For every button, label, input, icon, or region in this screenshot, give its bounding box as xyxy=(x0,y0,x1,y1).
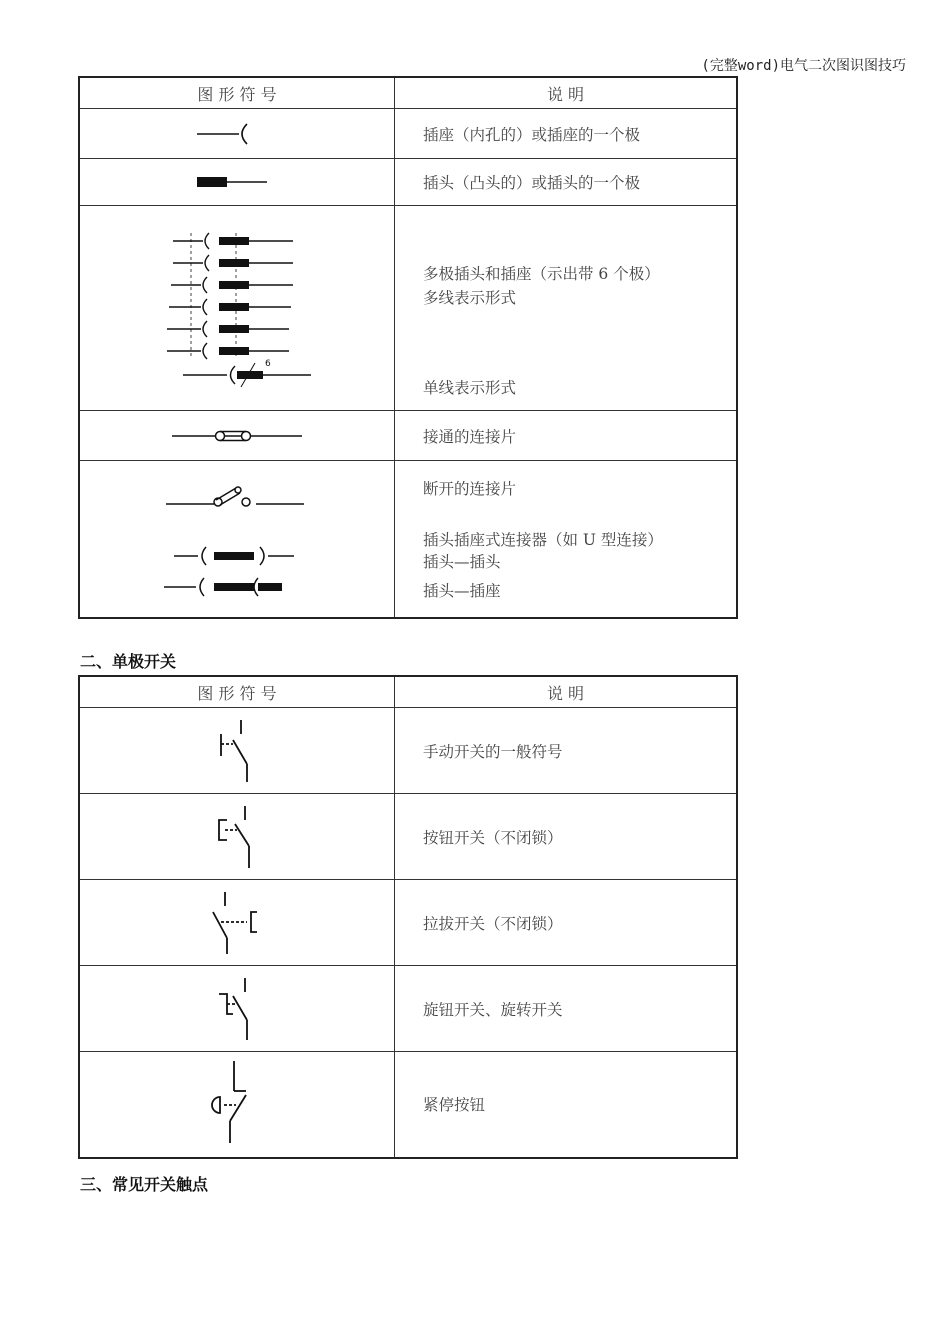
pull-switch-icon xyxy=(197,888,277,958)
description-cell: 拉拔开关（不闭锁） xyxy=(395,880,738,966)
description-cell: 手动开关的一般符号 xyxy=(395,708,738,794)
description-line: 插头—插头 xyxy=(423,553,501,571)
column-header-description: 说 明 xyxy=(395,676,738,708)
description-line: 断开的连接片 xyxy=(423,480,517,498)
symbol-cell xyxy=(79,880,395,966)
manual-switch-icon xyxy=(207,716,267,786)
table-row xyxy=(79,159,737,206)
connector-symbol-table xyxy=(78,76,738,619)
symbol-cell xyxy=(79,1052,395,1158)
table-row xyxy=(79,411,737,461)
symbol-cell xyxy=(79,708,395,794)
table-row xyxy=(79,109,737,159)
table-row xyxy=(79,461,737,618)
column-header-symbol: 图 形 符 号 xyxy=(79,676,395,708)
description-cell: 旋钮开关、旋转开关 xyxy=(395,966,738,1052)
description-cell xyxy=(395,461,738,618)
symbol-cell xyxy=(79,794,395,880)
table-row xyxy=(79,966,737,1052)
multipole-plug-socket-icon xyxy=(157,223,317,393)
table-row xyxy=(79,206,737,411)
table-row xyxy=(79,1052,737,1158)
description-cell: 插座（内孔的）或插座的一个极 xyxy=(395,109,738,159)
table-row xyxy=(79,794,737,880)
socket-pole-icon xyxy=(177,119,297,149)
symbol-cell xyxy=(79,109,395,159)
description-cell: 按钮开关（不闭锁） xyxy=(395,794,738,880)
page-header: (完整word)电气二次图识图技巧 xyxy=(701,58,906,74)
pushbutton-switch-icon xyxy=(207,802,267,872)
description-cell: 紧停按钮 xyxy=(395,1052,738,1158)
table-row xyxy=(79,880,737,966)
emergency-stop-icon xyxy=(202,1057,272,1151)
rotary-switch-icon xyxy=(207,974,267,1044)
closed-link-icon xyxy=(162,424,312,448)
description-cell xyxy=(395,206,738,411)
section-title-common-contacts: 三、常见开关触点 xyxy=(80,1175,209,1194)
symbol-cell xyxy=(79,966,395,1052)
symbol-cell xyxy=(79,461,395,618)
description-line: 多线表示形式 xyxy=(423,289,517,307)
description-line: 单线表示形式 xyxy=(423,379,517,397)
switch-symbol-table xyxy=(78,675,738,1159)
plug-pole-icon xyxy=(177,167,297,197)
symbol-cell xyxy=(79,159,395,206)
description-line: 多极插头和插座（示出带 6 个极） xyxy=(423,265,660,283)
symbol-cell xyxy=(79,206,395,411)
description-line: 插头—插座 xyxy=(423,582,501,600)
table-header-row xyxy=(79,676,737,708)
description-line: 插头插座式连接器（如 U 型连接） xyxy=(423,531,663,549)
pole-count-label: 6 xyxy=(265,359,271,369)
symbol-cell xyxy=(79,411,395,461)
description-cell: 插头（凸头的）或插头的一个极 xyxy=(395,159,738,206)
table-header-row xyxy=(79,77,737,109)
section-title-single-pole-switch: 二、单极开关 xyxy=(80,652,177,671)
column-header-description: 说 明 xyxy=(395,77,738,109)
table-row xyxy=(79,708,737,794)
column-header-symbol: 图 形 符 号 xyxy=(79,77,395,109)
description-cell: 接通的连接片 xyxy=(395,411,738,461)
open-link-and-connector-icon xyxy=(162,474,312,604)
